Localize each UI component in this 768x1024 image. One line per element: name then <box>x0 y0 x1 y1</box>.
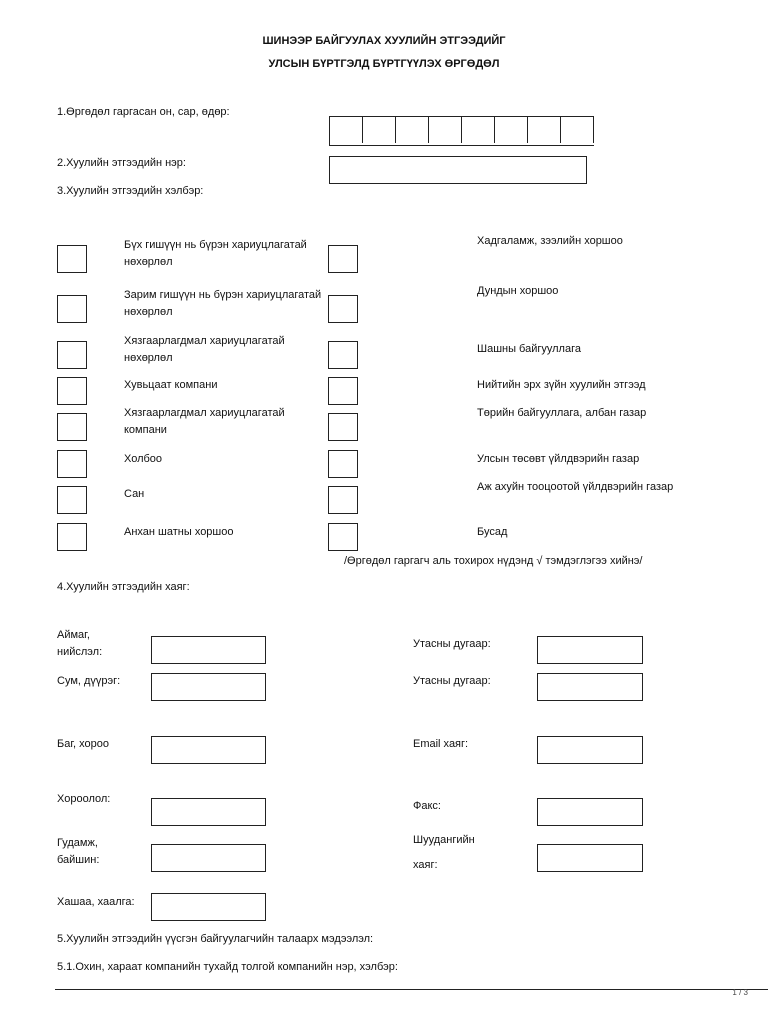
date-cell[interactable] <box>462 117 495 143</box>
date-cell[interactable] <box>429 117 462 143</box>
date-input-grid[interactable] <box>329 116 594 146</box>
checkbox-left-5[interactable] <box>57 413 87 441</box>
fax-field[interactable] <box>537 798 643 826</box>
checkbox-instruction-note: /Өргөдөл гаргагч аль тохирох нүдэнд √ тэмдэглэгээ хийнэ/ <box>344 555 643 567</box>
option-left-3: Хязгаарлагдмал хариуцлагатай нөхөрлөл <box>124 335 285 364</box>
option-left-5: Хязгаарлагдмал хариуцлагатай компани <box>124 407 285 436</box>
bag-field[interactable] <box>151 736 266 764</box>
phone2-label: Утасны дугаар: <box>413 675 491 687</box>
date-cell[interactable] <box>363 117 396 143</box>
section3-label: 3.Хуулийн этгээдийн хэлбэр: <box>57 185 204 197</box>
option-right-4: Нийтийн эрх зүйн хуулийн этгээд <box>477 379 646 391</box>
checkbox-right-4[interactable] <box>328 377 358 405</box>
email-label: Email хаяг: <box>413 738 469 750</box>
option-right-7: Аж ахуйн тооцоотой үйлдвэрийн газар <box>477 481 674 493</box>
page-number: 1 / 3 <box>732 988 748 997</box>
gudamj-label-line1: Гудамж, <box>57 837 98 849</box>
mail-label-line2: хаяг: <box>413 859 438 871</box>
bag-label: Баг, хороо <box>57 738 109 750</box>
phone1-field[interactable] <box>537 636 643 664</box>
mail-field[interactable] <box>537 844 643 872</box>
checkbox-left-4[interactable] <box>57 377 87 405</box>
option-right-1: Хадгаламж, зээлийн хоршоо <box>477 235 623 247</box>
section4-label: 4.Хуулийн этгээдийн хаяг: <box>57 581 190 593</box>
date-cell[interactable] <box>396 117 429 143</box>
checkbox-right-7[interactable] <box>328 486 358 514</box>
gudamj-label-line2: байшин: <box>57 854 100 866</box>
checkbox-left-6[interactable] <box>57 450 87 478</box>
checkbox-right-2[interactable] <box>328 295 358 323</box>
khoroolol-label: Хороолол: <box>57 793 111 805</box>
khoroolol-field[interactable] <box>151 798 266 826</box>
entity-name-field[interactable] <box>329 156 587 184</box>
checkbox-right-3[interactable] <box>328 341 358 369</box>
email-field[interactable] <box>537 736 643 764</box>
checkbox-right-6[interactable] <box>328 450 358 478</box>
date-cell[interactable] <box>330 117 363 143</box>
option-left-1: Бүх гишүүн нь бүрэн хариуцлагатай нөхөрлөл <box>124 239 307 268</box>
section2-label: 2.Хуулийн этгээдийн нэр: <box>57 157 186 169</box>
checkbox-left-3[interactable] <box>57 341 87 369</box>
checkbox-left-2[interactable] <box>57 295 87 323</box>
gudamj-field[interactable] <box>151 844 266 872</box>
khashaa-field[interactable] <box>151 893 266 921</box>
option-left-8: Анхан шатны хоршоо <box>124 526 234 538</box>
form-title-line2: УЛСЫН БҮРТГЭЛД БҮРТГҮҮЛЭХ ӨРГӨДӨЛ <box>268 58 500 70</box>
date-cell[interactable] <box>495 117 528 143</box>
option-right-2: Дундын хоршоо <box>477 285 559 297</box>
checkbox-right-8[interactable] <box>328 523 358 551</box>
option-right-8: Бусад <box>477 526 508 538</box>
option-left-2: Зарим гишүүн нь бүрэн хариуцлагатай нөхөрлөл <box>124 289 322 318</box>
section5-label: 5.Хуулийн этгээдийн үүсгэн байгуулагчийн талаарх мэдээлэл: <box>57 933 374 945</box>
khashaa-label: Хашаа, хаалга: <box>57 896 135 908</box>
checkbox-left-1[interactable] <box>57 245 87 273</box>
fax-label: Факс: <box>413 800 441 812</box>
option-right-6: Улсын төсөвт үйлдвэрийн газар <box>477 453 640 465</box>
date-cell[interactable] <box>528 117 561 143</box>
section1-label: 1.Өргөдөл гаргасан он, сар, өдөр: <box>57 106 230 118</box>
mail-label-line1: Шуудангийн <box>413 834 475 846</box>
date-cell[interactable] <box>561 117 594 143</box>
form-title-line1: ШИНЭЭР БАЙГУУЛАХ ХУУЛИЙН ЭТГЭЭДИЙГ <box>262 35 506 47</box>
option-left-4: Хувьцаат компани <box>124 379 218 391</box>
aimag-field[interactable] <box>151 636 266 664</box>
option-left-6: Холбоо <box>124 453 163 465</box>
option-right-3: Шашны байгууллага <box>477 343 581 355</box>
phone2-field[interactable] <box>537 673 643 701</box>
footer-divider <box>55 989 768 990</box>
checkbox-left-8[interactable] <box>57 523 87 551</box>
section5-1-label: 5.1.Охин, хараат компанийн тухайд толгой компанийн нэр, хэлбэр: <box>57 961 398 973</box>
checkbox-left-7[interactable] <box>57 486 87 514</box>
checkbox-right-1[interactable] <box>328 245 358 273</box>
aimag-label-line1: Аймаг, <box>57 629 90 641</box>
aimag-label-line2: нийслэл: <box>57 646 103 658</box>
checkbox-right-5[interactable] <box>328 413 358 441</box>
option-left-7: Сан <box>124 488 145 500</box>
sum-field[interactable] <box>151 673 266 701</box>
phone1-label: Утасны дугаар: <box>413 638 491 650</box>
sum-label: Сум, дүүрэг: <box>57 675 121 687</box>
option-right-5: Төрийн байгууллага, албан газар <box>477 407 647 419</box>
